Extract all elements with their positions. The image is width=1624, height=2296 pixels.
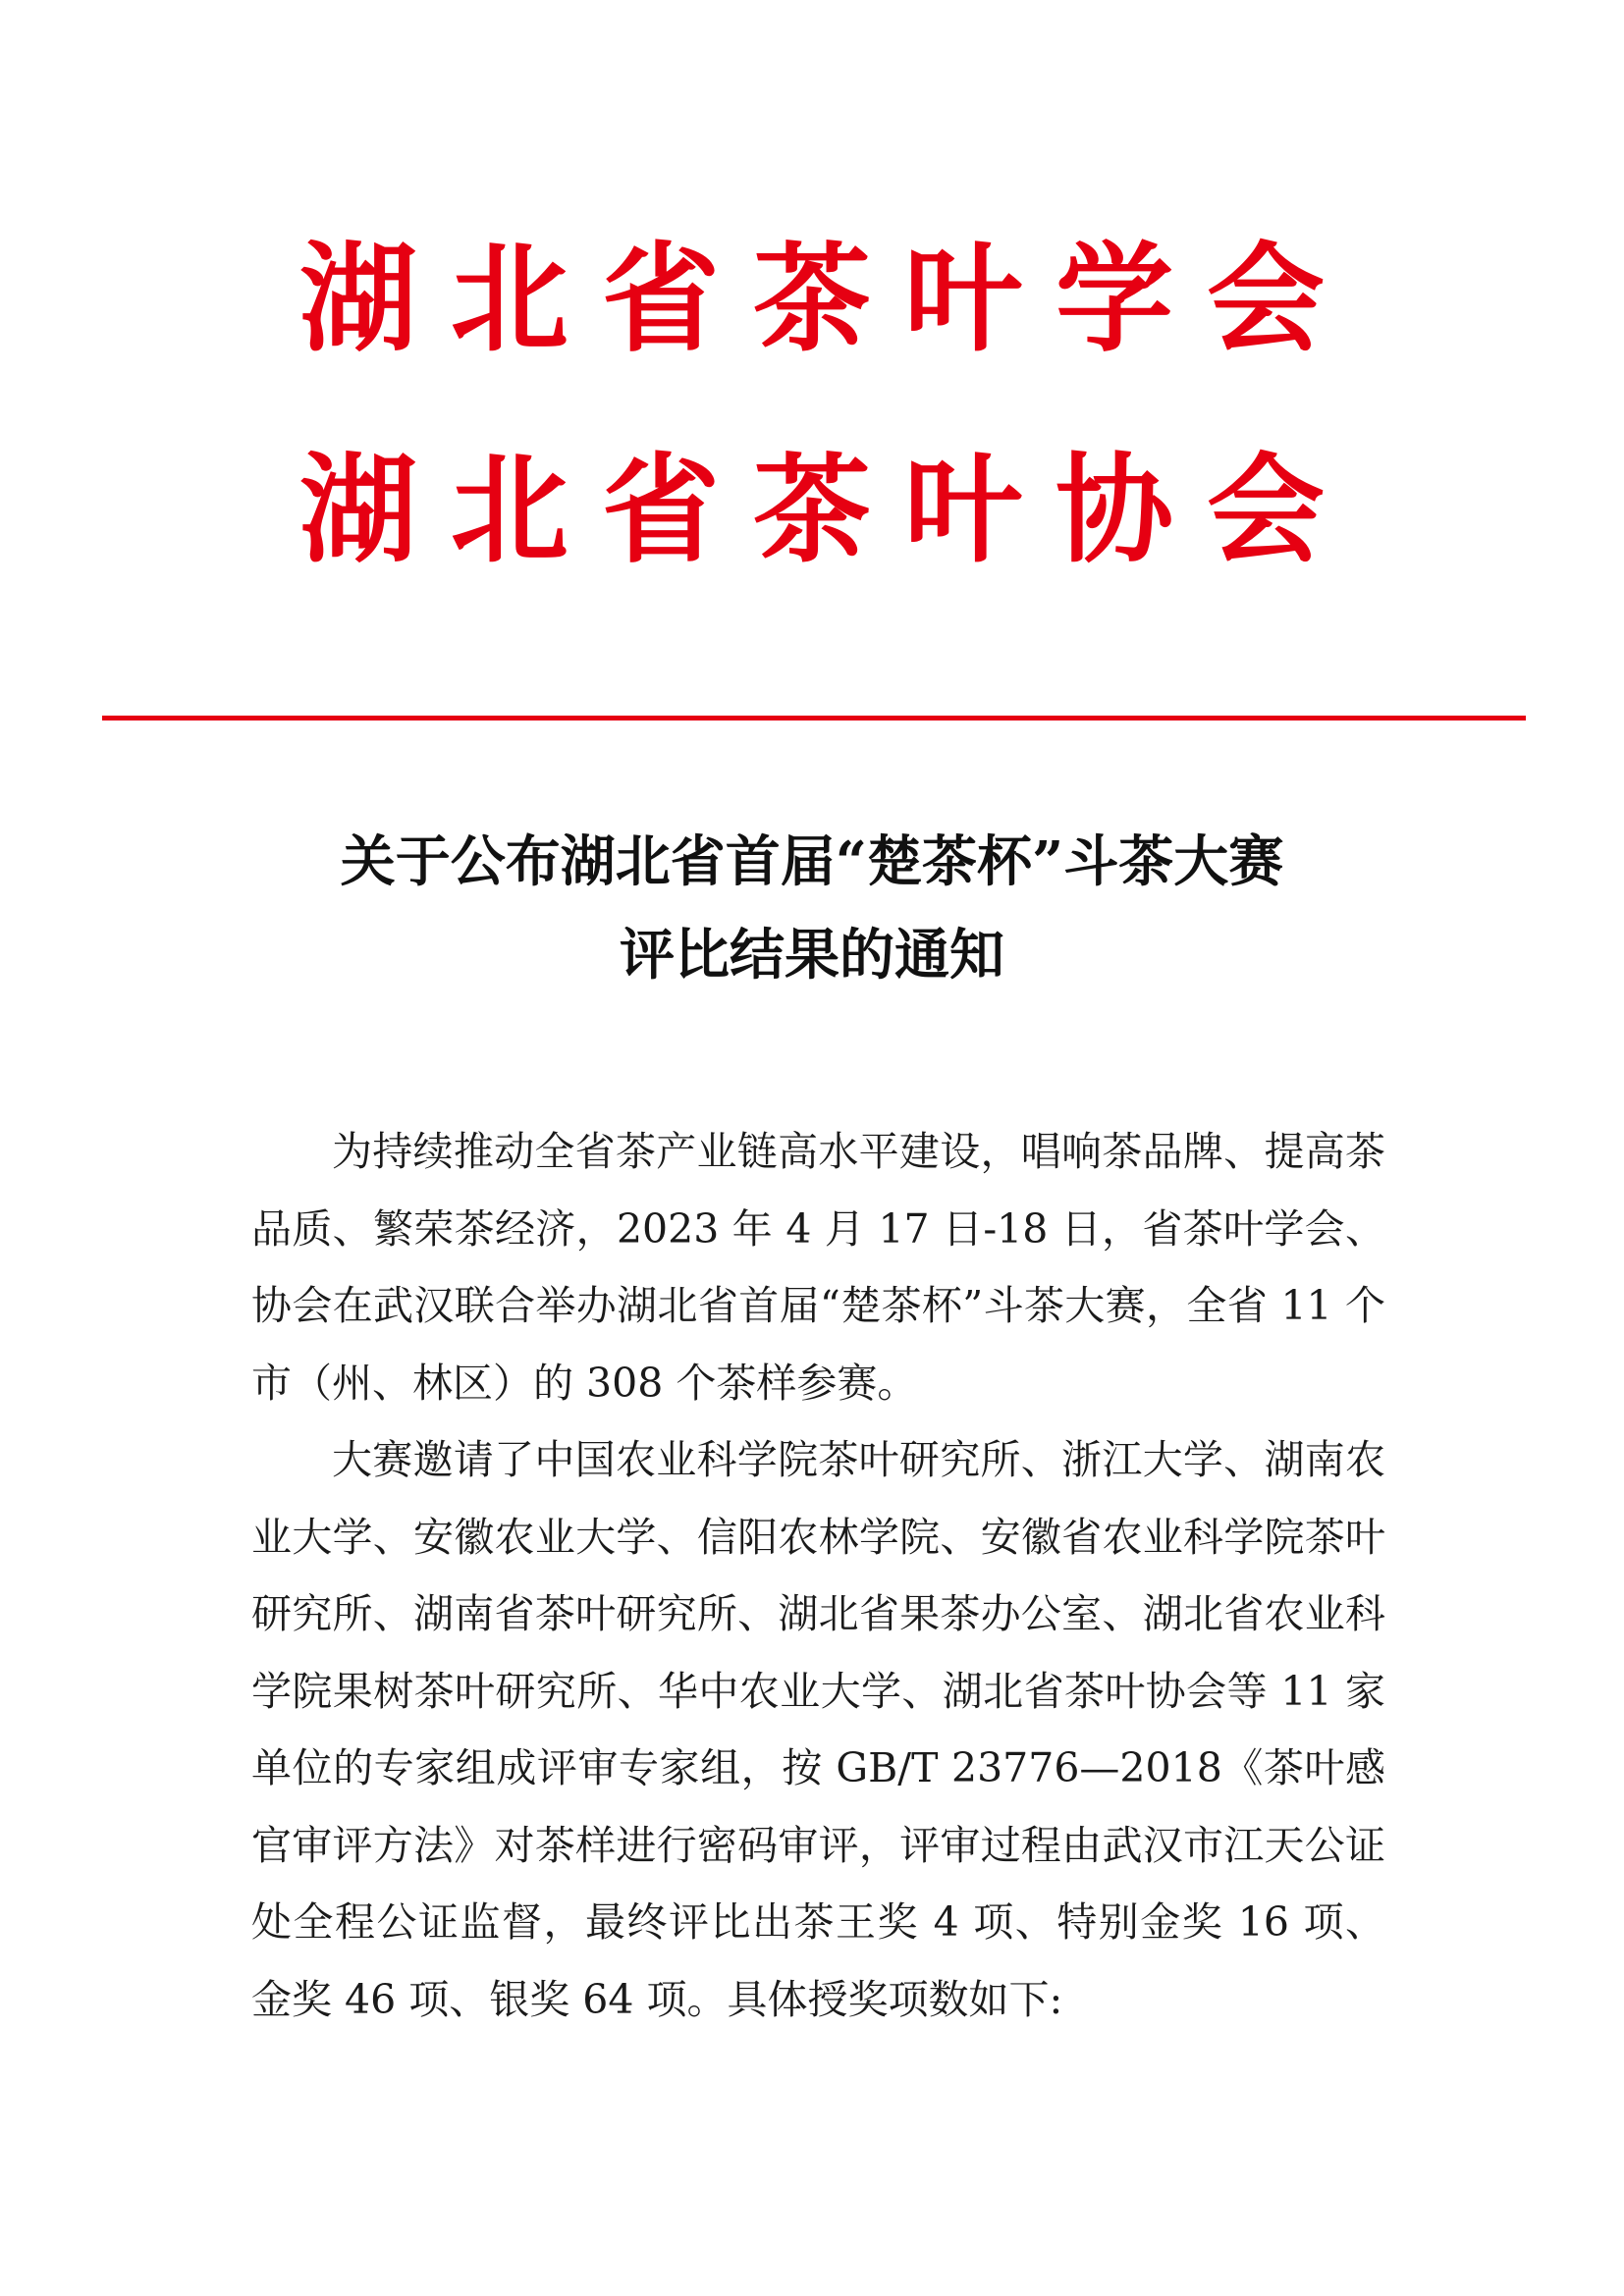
body-paragraph-2: 大赛邀请了中国农业科学院茶叶研究所、浙江大学、湖南农业大学、安徽农业大学、信阳农林学院、安徽省农业科学院茶叶研究所、湖南省茶叶研究所、湖北省果茶办公室、湖北省农业科学院果树茶叶研究所、华中农业大学、湖北省茶叶协会等 11 家单位的专家组成评审专家组，按 GB/T 23776—2018《茶叶感官审评方法》对茶样进行密码审评，评审过程由武汉市江天公证处全程公证监督，最终评比出茶王奖 4 项、特别金奖 16 项、金奖 46 项、银奖 64 项。具体授奖项数如下: <box>251 1436 1385 2023</box>
org-name-tea-society: 湖北省茶叶学会 <box>299 230 1358 368</box>
body-paragraph-1: 为持续推动全省茶产业链高水平建设，唱响茶品牌、提高茶品质、繁荣茶经济，2023 年 4 月 17 日-18 日，省茶叶学会、协会在武汉联合举办湖北省首届“楚茶杯”斗茶大赛，全省 11 个市（州、林区）的 308 个茶样参赛。 <box>251 1128 1385 1407</box>
org-name-tea-association: 湖北省茶叶协会 <box>299 441 1358 579</box>
red-divider-line <box>102 716 1526 721</box>
document-title-line-2: 评比结果的通知 <box>620 923 1004 988</box>
document-title-line-1: 关于公布湖北省首届“楚茶杯”斗茶大赛 <box>340 829 1284 894</box>
